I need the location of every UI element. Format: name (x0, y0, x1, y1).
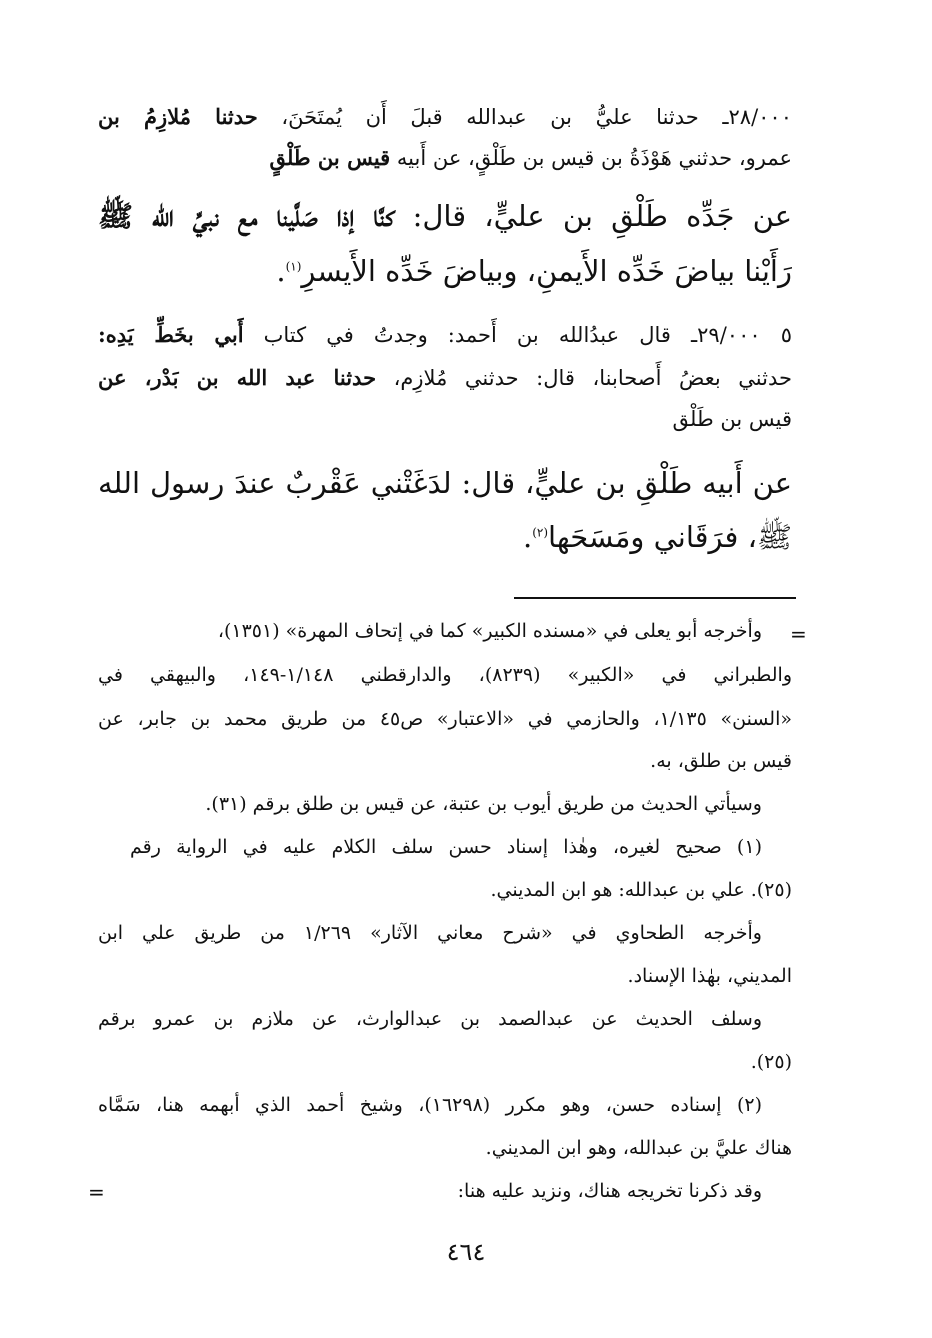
footnote-line: (٢٥). (750, 1051, 792, 1073)
continuation-mark: = (790, 622, 807, 646)
hadith-text: عن جَدِّه طَلْقِ بن عليٍّ، قال: (394, 199, 792, 233)
hadith-text-bold: قيس بن طَلْقٍ (269, 145, 391, 170)
hadith-text-bold: حدثنا مُلازِمُ بن (98, 104, 258, 129)
hadith-29-line-1 (98, 322, 792, 347)
footnote-line: قيس بن طلق، به. (650, 750, 792, 772)
hadith-text: قيس بن طَلْق (672, 407, 792, 431)
footnote-line: (٢٥). علي بن عبدالله: هو ابن المديني. (490, 879, 792, 901)
hadith-29-line-2 (98, 365, 792, 390)
hadith-text: عمرو، حدثني هَوْذَةُ بن قيس بن طَلْقٍ، عن أَبيه (390, 146, 792, 170)
hadith-text: حدثني بعضُ أَصحابنا، قال: حدثني مُلازِم، (376, 366, 792, 390)
hadith-text: حدثنا عليُّ بن عبدالله قبلَ أَن يُمتَحَنَ، (257, 105, 723, 129)
hadith-28-line-3 (98, 199, 792, 241)
page-number: ٤٦٤ (446, 1238, 486, 1266)
hadith-29-line-3 (672, 407, 792, 431)
footnote-ref: (٢) (532, 525, 549, 540)
footnote-line: «السنن» ١/١٣٥، والحازمي في «الاعتبار» ص٤٥ من طريق محمد بن جابر، عن (98, 708, 792, 730)
footnote-line: وقد ذكرنا تخريجه هناك، ونزيد عليه هنا: (457, 1180, 762, 1202)
section-marker: ٥ (780, 323, 792, 347)
hadith-text: . (522, 520, 533, 554)
footnote-separator (514, 597, 796, 599)
footnote-line: والطبراني في «الكبير» (٨٢٣٩)، والدارقطني ١/١٤٨-١٤٩، والبيهقي في (98, 664, 792, 686)
footnote-line: المديني، بهٰذا الإسناد. (627, 965, 792, 987)
hadith-text: رَأَيْنا بياضَ خَدِّه الأَيمنِ، وبياضَ خَدِّه الأَيسرِ (301, 254, 792, 288)
hadith-text: ٢٩/٠٠٠ـ قال عبدُالله بن أَحمد: وجدتُ في كتاب (243, 323, 781, 347)
footnote-line: وسيأتي الحديث من طريق أيوب بن عتبة، عن قيس بن طلق برقم (٣١). (205, 793, 762, 815)
hadith-29-line-5 (523, 520, 792, 562)
hadith-text-bold: حدثنا عبد الله بن بَدْر، عن (98, 365, 377, 390)
footnote-ref: (١) (285, 259, 302, 274)
hadith-text-bold: أَبي بخَطِّ يَدِه: (98, 322, 244, 347)
footnote-line: وسلف الحديث عن عبدالصمد بن عبدالوارث، عن ملازم بن عمرو برقم (98, 1008, 762, 1030)
hadith-text: ﷺ، فرَقَاني ومَسَحَها (548, 520, 792, 554)
hadith-number: ٢٨/٠٠٠ـ (722, 105, 792, 129)
continuation-mark: = (88, 1180, 105, 1204)
hadith-29-line-4 (98, 466, 792, 500)
hadith-text-bold: كنَّا إذا صَلَّينا مع نبيِّ الله ﷺ (98, 199, 395, 233)
hadith-28-line-2 (269, 145, 792, 170)
hadith-text: . (276, 254, 286, 288)
footnote-line: وأخرجه الطحاوي في «شرح معاني الآثار» ١/٢٦٩ من طريق علي ابن (98, 922, 762, 944)
footnote-line: (٢) إسناده حسن، وهو مكرر (١٦٢٩٨)، وشيخ أحمد الذي أبهمه هنا، سَمَّاه (98, 1094, 763, 1116)
footnote-line: (١) صحيح لغيره، وهٰذا إسناد حسن سلف الكلام عليه في الرواية رقم (130, 836, 762, 858)
footnote-line: هناك عليَّ بن عبدالله، وهو ابن المديني. (485, 1137, 792, 1159)
footnote-line: وأخرجه أبو يعلى في «مسنده الكبير» كما في إتحاف المهرة» (١٣٥١)، (217, 620, 762, 642)
hadith-28-line-1 (98, 104, 792, 129)
hadith-text: عن أَبيه طَلْقِ بن عليٍّ، قال: لدَغَتْني عَقْربٌ عندَ رسول الله (98, 466, 792, 500)
hadith-28-line-4 (276, 254, 792, 288)
